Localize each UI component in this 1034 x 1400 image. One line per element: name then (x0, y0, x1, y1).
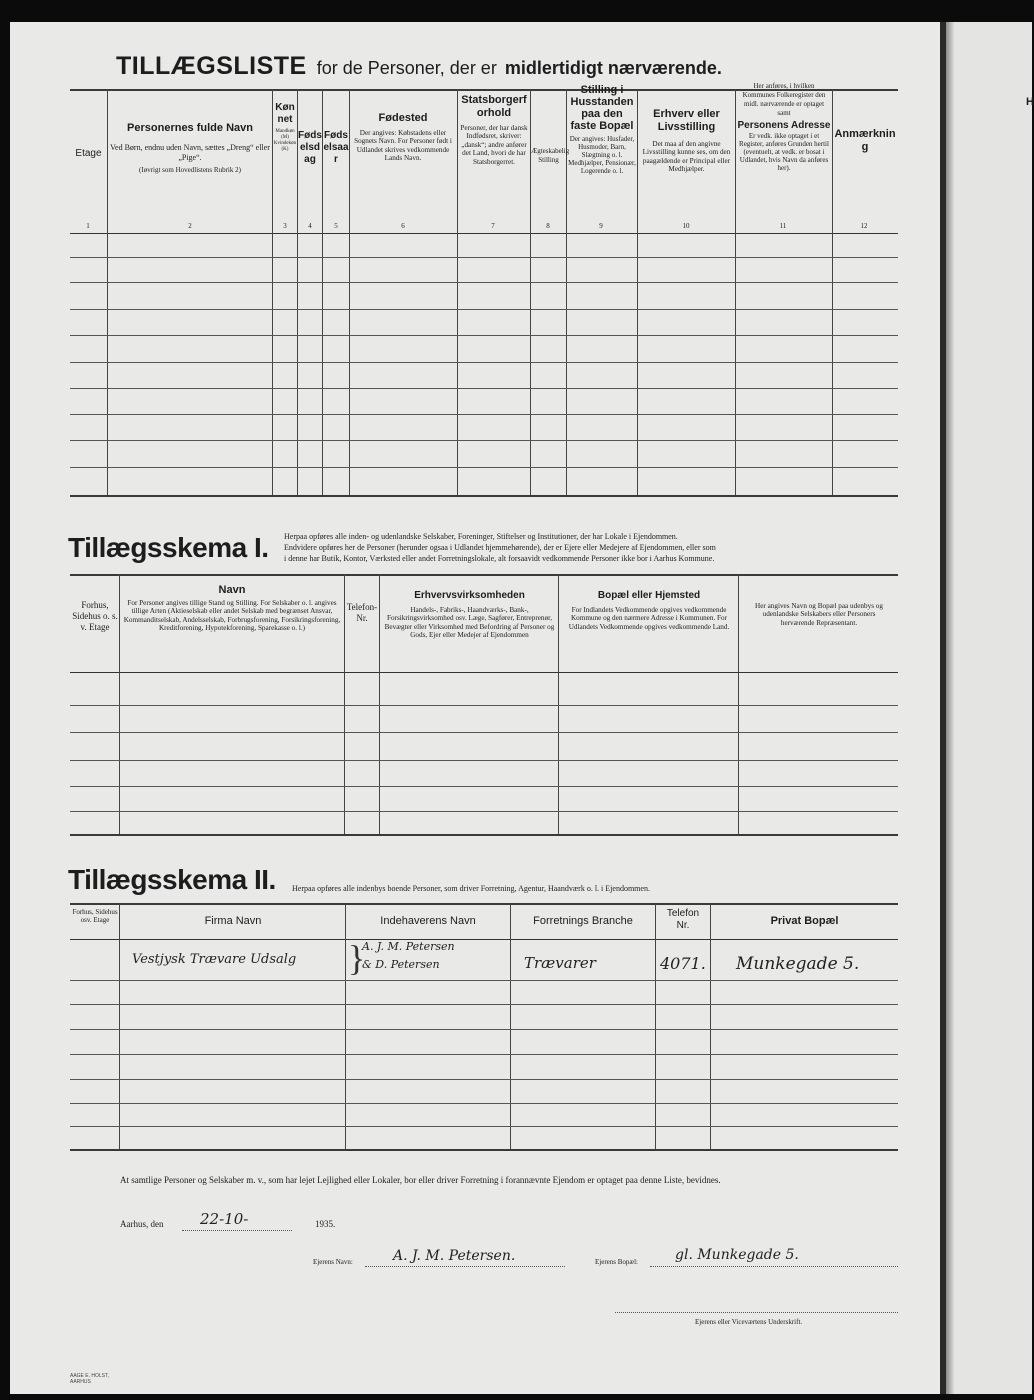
col-aegteskab-header: Ægteskabelig Stilling (531, 147, 570, 164)
telefon-value: 4071. (660, 954, 706, 973)
col-koen-header: Kønnet Mandkøn (M) Kvindekøn (K) (273, 102, 297, 152)
skema2-intro: Herpaa opføres alle indenbys boende Personer, som driver Forretning, Agentur, Haandværk o. l. i Ejendommen. (292, 884, 650, 893)
main-header-divider (70, 233, 898, 234)
skema2-col-branche: Forretnings Branche (533, 915, 633, 927)
skema1-col-erhverv: Erhvervsvirksomheden Handels-, Fabriks-, Haandværks-, Bank-, Forsikringsvirksomhed osv. Læge, Sagfører, Entreprenør, Bevægter eller Virksomhed med Befordring af Personer og Gods, Ejer eller Medejer af Ejendommen (384, 590, 555, 640)
col-name-header: Personernes fulde Navn Ved Børn, endnu uden Navn, sættes „Dreng“ eller „Pige“. (Iøvrigt som Hovedlistens Rubrik 2) (110, 122, 270, 174)
col-num-7: 7 (491, 222, 495, 230)
col-num-8: 8 (546, 222, 550, 230)
brace-mark: } (348, 938, 366, 978)
col-adresse-header: Her anføres, i hvilken Kommunes Folkeregister den midl. nærværende er optaget samt Personens Adresse Er vedk. ikke optaget i et Register, anføres Grunden hertil (eventuelt, at vedk. er bosat i Udlandet, hvis Navn da anføres her). (737, 82, 831, 172)
col-statsborger-header: Statsborgerforhold Personer, der har dansk Indfødsret, skriver: „dansk“; andre anfører det Land, hvori de har Statsborgerret. (460, 94, 528, 166)
col-num-11: 11 (779, 222, 787, 230)
skema2-col-firma: Firma Navn (204, 915, 262, 927)
skema1-col-repr: Her angives Navn og Bopæl paa udenbys og udenlandske Selskabers eller Personers herværende Repræsentant. (755, 602, 883, 627)
skema1-col-etage: Forhus, Sidehus o. s. v. Etage (72, 600, 118, 632)
col-foedested-header: Fødested Der angives: Købstadens eller Sognets Navn. For Personer født i Udlandet skrives vedkommende Lands Navn. (354, 112, 452, 163)
col-foedselsaar-header: Fødselsaar (323, 130, 349, 165)
owner-name-label: Ejerens Navn: (313, 1258, 353, 1266)
skema2-col-telefon: Telefon Nr. (666, 908, 700, 931)
page-title (116, 52, 722, 81)
col-foedselsdag-header: Fødselsdag (298, 130, 322, 165)
date-value: 22-10- (200, 1210, 249, 1228)
next-page-edge (946, 22, 1032, 1394)
form-page (10, 22, 940, 1394)
col-num-12: 12 (860, 222, 868, 230)
skema1-intro: Herpaa opføres alle inden- og udenlandske Selskaber, Foreninger, Stiftelser og Institutioner, der har Lokale i Ejendommen. Endvidere opføres her de Personer (herunder ogsaa i Udlandet hjemmehørende), der er Ejere eller Medejere af Ejendommen, eller som i denne har Butik, Kontor, Værksted eller andet Forretningslokale, alt forsaavidt vedkommende Personer ikke bor i Aarhus Kommune. (284, 532, 716, 563)
title-bold: midlertidigt nærværende. (504, 58, 722, 78)
col-num-6: 6 (401, 222, 405, 230)
skema2-col-etage: Forhus, Sidehus osv. Etage (72, 908, 118, 924)
branche-value: Trævarer (524, 954, 596, 972)
owner-name-value: A. J. M. Petersen. (393, 1248, 516, 1264)
col-stilling-header: Stilling i Husstanden paa den faste Bopæl Der angives: Husfader, Husmoder, Barn, Slægtning o. l. Medhjælper, Pensionær, Logerende o. l. (568, 84, 636, 175)
year-value: 1935. (315, 1219, 336, 1229)
skema2-col-indehaver: Indehaverens Navn (380, 915, 476, 927)
certification-text: At samtlige Personer og Selskaber m. v., som har lejet Lejlighed eller Lokaler, bor eller driver Forretning i forannævnte Ejendom er optaget paa denne Liste, bevidnes. (120, 1175, 721, 1185)
col-num-9: 9 (599, 222, 603, 230)
col-etage-header: Etage (75, 148, 102, 159)
col-num-1: 1 (86, 222, 90, 230)
col-erhverv-header: Erhverv eller Livsstilling Det maa af den angivne Livsstilling kunne ses, om den paagældende er Principal eller Medhjælper. (642, 108, 731, 174)
printer-mark: AAGE E. HOLST, AARHUS (70, 1373, 109, 1385)
place-label: Aarhus, den (120, 1219, 164, 1229)
col-num-2: 2 (188, 222, 192, 230)
indehaver-name-1: A. J. M. Petersen (362, 940, 455, 953)
next-page-mark: H (1026, 96, 1034, 108)
col-num-5: 5 (334, 222, 338, 230)
page-fold (946, 22, 954, 1394)
privat-bopael-value: Munkegade 5. (736, 954, 860, 974)
skema2-col-bopael: Privat Bopæl (770, 915, 839, 927)
indehaver-name-2: & D. Petersen (362, 958, 440, 971)
col-anmaerkning-header: Anmærkning (834, 128, 896, 153)
owner-addr-label: Ejerens Bopæl: (595, 1258, 638, 1266)
skema1-col-telefon: Telefon-Nr. (346, 602, 378, 623)
main-table-bottom (70, 495, 898, 497)
col-num-4: 4 (308, 222, 312, 230)
title-main: TILLÆGSLISTE (116, 52, 307, 80)
firma-name-value: Vestjysk Trævare Udsalg (132, 952, 297, 967)
skema1-title: Tillægsskema I. (68, 532, 269, 563)
skema2-title: Tillægsskema II. (68, 864, 276, 895)
owner-addr-value: gl. Munkegade 5. (675, 1247, 799, 1263)
title-part: for de Personer, der er (316, 58, 497, 78)
skema1-col-bopael: Bopæl eller Hjemsted For Indlandets Vedkommende opgives vedkommende Kommune og den nærmere Adresse i Kommunen. For Udlandets Vedkommende opgives vedkommende Land. (568, 590, 730, 631)
col-num-3: 3 (283, 222, 287, 230)
signature-label: Ejerens eller Viceværtens Underskrift. (695, 1318, 803, 1326)
skema1-col-navn: Navn For Personer angives tillige Stand og Stilling. For Selskaber o. l. angives tillige Arten (Aktieselskab eller andet Selskab med begrænset Ansvar, Kommanditselskab, Andelsselskab, Forbrugsforening, Forsikringsforening, Kreditforening, Hypotekforening, Sparekasse o. l.) (123, 584, 341, 633)
col-num-10: 10 (682, 222, 690, 230)
